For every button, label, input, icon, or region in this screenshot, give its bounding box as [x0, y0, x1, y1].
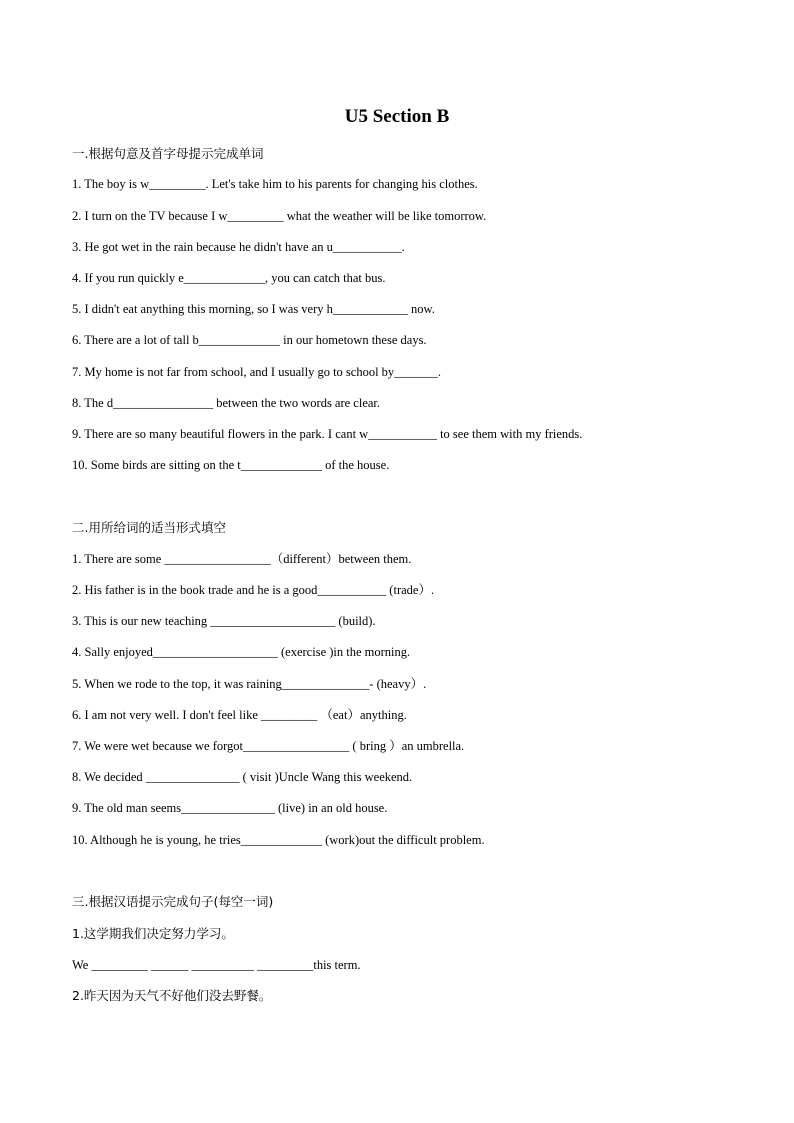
section1-item: 4. If you run quickly e_____________, you can catch that bus.: [72, 271, 386, 285]
section2-item: 9. The old man seems_______________ (live) in an old house.: [72, 801, 388, 815]
section2-item: 4. Sally enjoyed____________________ (exercise )in the morning.: [72, 645, 411, 659]
section3-q2-chinese: 2.昨天因为天气不好他们没去野餐。: [72, 988, 272, 1003]
section1-item: 5. I didn't eat anything this morning, so I was very h____________ now.: [72, 302, 435, 316]
section2-item: 7. We were wet because we forgot_________________ ( bring ）an umbrella.: [72, 739, 465, 753]
section1-heading: 一.根据句意及首字母提示完成单词: [72, 146, 264, 161]
section2-item: 3. This is our new teaching ____________________ (build).: [72, 614, 376, 628]
section2-item: 6. I am not very well. I don't feel like _________ （eat）anything.: [72, 708, 407, 722]
section2-item: 2. His father is in the book trade and he is a good___________ (trade）.: [72, 583, 435, 597]
section2-item: 1. There are some _________________（different）between them.: [72, 552, 412, 566]
section1-item: 8. The d________________ between the two words are clear.: [72, 396, 381, 410]
section1-item: 6. There are a lot of tall b_____________ in our hometown these days.: [72, 333, 427, 347]
section1-item: 9. There are so many beautiful flowers in the park. I cant w___________ to see them with my friends.: [72, 427, 583, 441]
section2-item: 8. We decided _______________ ( visit )Uncle Wang this weekend.: [72, 770, 413, 784]
section1-item: 2. I turn on the TV because I w_________ what the weather will be like tomorrow.: [72, 209, 487, 223]
section1-item: 3. He got wet in the rain because he didn't have an u___________.: [72, 240, 405, 254]
section2-heading: 二.用所给词的适当形式填空: [72, 520, 226, 535]
section3-q1-answer-line: We _________ ______ __________ _________this term.: [72, 958, 361, 972]
section1-item: 1. The boy is w_________. Let's take him to his parents for changing his clothes.: [72, 177, 478, 191]
section3-q1-chinese: 1.这学期我们决定努力学习。: [72, 926, 234, 941]
section1-item: 7. My home is not far from school, and I usually go to school by_______.: [72, 365, 442, 379]
section1-item: 10. Some birds are sitting on the t_____________ of the house.: [72, 458, 390, 472]
page-title: U5 Section B: [344, 106, 450, 127]
section2-item: 10. Although he is young, he tries_____________ (work)out the difficult problem.: [72, 833, 485, 847]
section3-heading: 三.根据汉语提示完成句子(每空一词): [72, 894, 274, 909]
section2-item: 5. When we rode to the top, it was raining______________- (heavy）.: [72, 677, 427, 691]
